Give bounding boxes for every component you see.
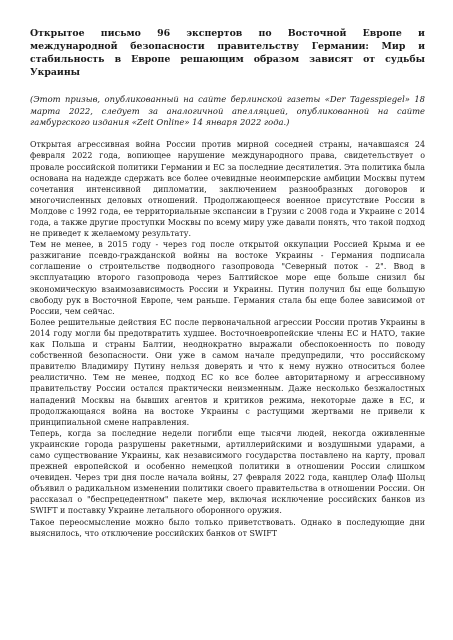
document-body (30, 139, 425, 538)
body-paragraph: Более решительные действия ЕС после первоначальной агрессии России против Украины в 2014 году могли бы предотвратить худшее. Восточноевропейские члены ЕС и НАТО, такие как Польша и страны Балтии, неоднократно выражали обеспокоенность по поводу собственной безопасности. Они уже в самом начале предупредили, что российскому правителю Владимиру Путину нельзя доверять и что к нему нужно относиться более реалистично. Тем не менее, подход ЕС ко все более авторитарному и агрессивному правительству России остался практически неизменным. Даже несколько безжалостных нападений Москвы на бывших агентов и критиков режима, некоторые даже в ЕС, и продолжающаяся война на востоке Украины с растущими жертвами не привели к принципиальной смене направления. (30, 317, 425, 427)
body-paragraph: Открытая агрессивная война России против мирной соседней страны, начавшаяся 24 февраля 2022 года, вопиющее нарушение международного права, свидетельствует о провале российской политики Германии и ЕС за последние десятилетия. Эта политика была основана на надежде сдержать все более очевидные неоимперские амбиции Москвы путем сочетания интенсивной дипломатии, заключением разнообразных договоров и многочисленных деловых отношений. Продолжающееся военное присутствие России в Молдове с 1992 года, ее территориальные экспансии в Грузии с 2008 года и Украине с 2014 года, а также другие проступки Москвы по всему миру уже давали понять, что такой подход не приведет к желаемому результату. (30, 140, 425, 239)
body-paragraph: Такое переосмысление можно было только приветствовать. Однако в последующие дни выяснилось, что отключение российских банков от SWIFT (30, 517, 425, 538)
document-page (30, 28, 425, 539)
intro-note: (Этот призыв, опубликованный на сайте берлинской газеты «Der Tagesspiegel» 18 марта 2022, следует за аналогичной апелляцией, опубликованной на сайте гамбургского издания «Zeit Online» 14 января 2022 года.) (30, 93, 425, 128)
document-title: Открытое письмо 96 экспертов по Восточной Европе и международной безопасности правительству Германии: Мир и стабильность в Европе решающим образом зависят от судьбы Украины (30, 28, 425, 78)
body-paragraph: Тем не менее, в 2015 году - через год после открытой оккупации Россией Крыма и ее разжигание псевдо-гражданской войны на востоке Украины - Германия подписала соглашение о строительстве подводного газопровода "Северный поток - 2". Ввод в эксплуатацию второго газопровода через Балтийское море еще больше снизил бы экономическую взаимозависимость России и Украины. Путин получил бы еще большую свободу рук в Восточной Европе, чем раньше. Германия стала бы еще более зависимой от России, чем сейчас. (30, 240, 425, 316)
body-paragraph: Теперь, когда за последние недели погибли еще тысячи людей, некогда оживленные украинские города разрушены ракетными, артиллерийскими и воздушными ударами, а само существование Украины, как независимого государства поставлено на карту, провал прежней европейской и особенно немецкой политики в отношении России слишком очевиден. Через три дня после начала войны, 27 февраля 2022 года, канцлер Олаф Шольц объявил о радикальном изменении политики своего правительства в отношении России. Он рассказал о "беспрецедентном" пакете мер, включая исключение российских банков из SWIFT и поставку Украине летального оборонного оружия. (30, 428, 425, 516)
